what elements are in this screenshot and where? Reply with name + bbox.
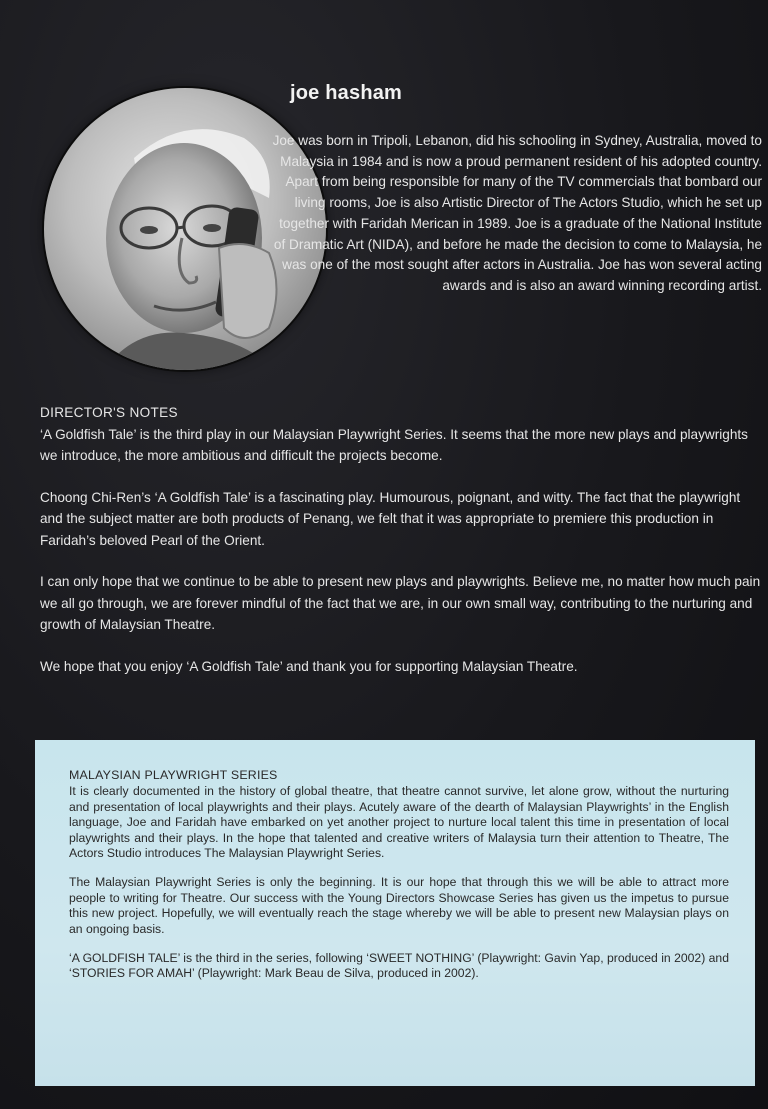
directors-notes-heading: DIRECTOR'S NOTES xyxy=(40,405,178,420)
series-paragraph-1: It is clearly documented in the history of global theatre, that theatre cannot survive, let alone grow, without the nurturing and presentation of local playwrights and their plays. Acutely aware of the dearth of Malaysian Playwrights’ in the English language, Joe and Faridah have embarked on yet another project to nurture local talent this time in presentation of local playwrights and their plays. In the hope that talented and creative writers of Malaysia turn their attention to Theatre, The Actors Studio introduces The Malaysian Playwright Series. xyxy=(69,784,729,861)
directors-notes xyxy=(40,402,762,697)
bio-text: Joe was born in Tripoli, Lebanon, did his schooling in Sydney, Australia, moved to Malaysia in 1984 and is now a proud permanent resident of his adopted country. Apart from being responsible for many of the TV commercials that bombard our living rooms, Joe is also Artistic Director of The Actors Studio, which he set up together with Faridah Merican in 1989. Joe is a graduate of the National Institute of Dramatic Art (NIDA), and before he made the decision to come to Malaysia, he was one of the most sought after actors in Australia. Joe has won several acting awards and is also an award winning recording artist. xyxy=(272,133,762,293)
directors-paragraph-2: Choong Chi-Ren’s ‘A Goldfish Tale’ is a fascinating play. Humourous, poignant, and witty. The fact that the playwright and the subject matter are both products of Penang, we felt that it was appropriate to premiere this production in Faridah’s beloved Pearl of the Orient. xyxy=(40,489,741,548)
bio-name: joe hasham xyxy=(290,82,403,104)
directors-paragraph-1: ‘A Goldfish Tale’ is the third play in our Malaysian Playwright Series. It seems that the more new plays and playwrights we introduce, the more ambitious and difficult the projects become. xyxy=(40,426,748,463)
series-paragraph-3: ‘A GOLDFISH TALE’ is the third in the series, following ‘SWEET NOTHING’ (Playwright: Gavin Yap, produced in 2002) and ‘STORIES FOR AMAH’ (Playwright: Mark Beau de Silva, produced in 2002). xyxy=(69,951,729,981)
playwright-series-box xyxy=(35,740,755,1086)
series-paragraph-2: The Malaysian Playwright Series is only the beginning. It is our hope that through this we will be able to attract more people to writing for Theatre. Our success with the Young Directors Showcase Series has given us the impetus to pursue this new project. Hopefully, we will eventually reach the stage whereby we will be able to present new Malaysian plays on an ongoing basis. xyxy=(69,875,729,936)
series-heading: MALAYSIAN PLAYWRIGHT SERIES xyxy=(69,768,278,782)
directors-paragraph-3: I can only hope that we continue to be able to present new plays and playwrights. Believe me, no matter how much pain we all go through, we are forever mindful of the fact that we are, in our own small way, contributing to the nurturing and growth of Malaysian Theatre. xyxy=(40,574,761,632)
directors-paragraph-4: We hope that you enjoy ‘A Goldfish Tale’ and thank you for supporting Malaysian Theatre. xyxy=(40,658,578,674)
